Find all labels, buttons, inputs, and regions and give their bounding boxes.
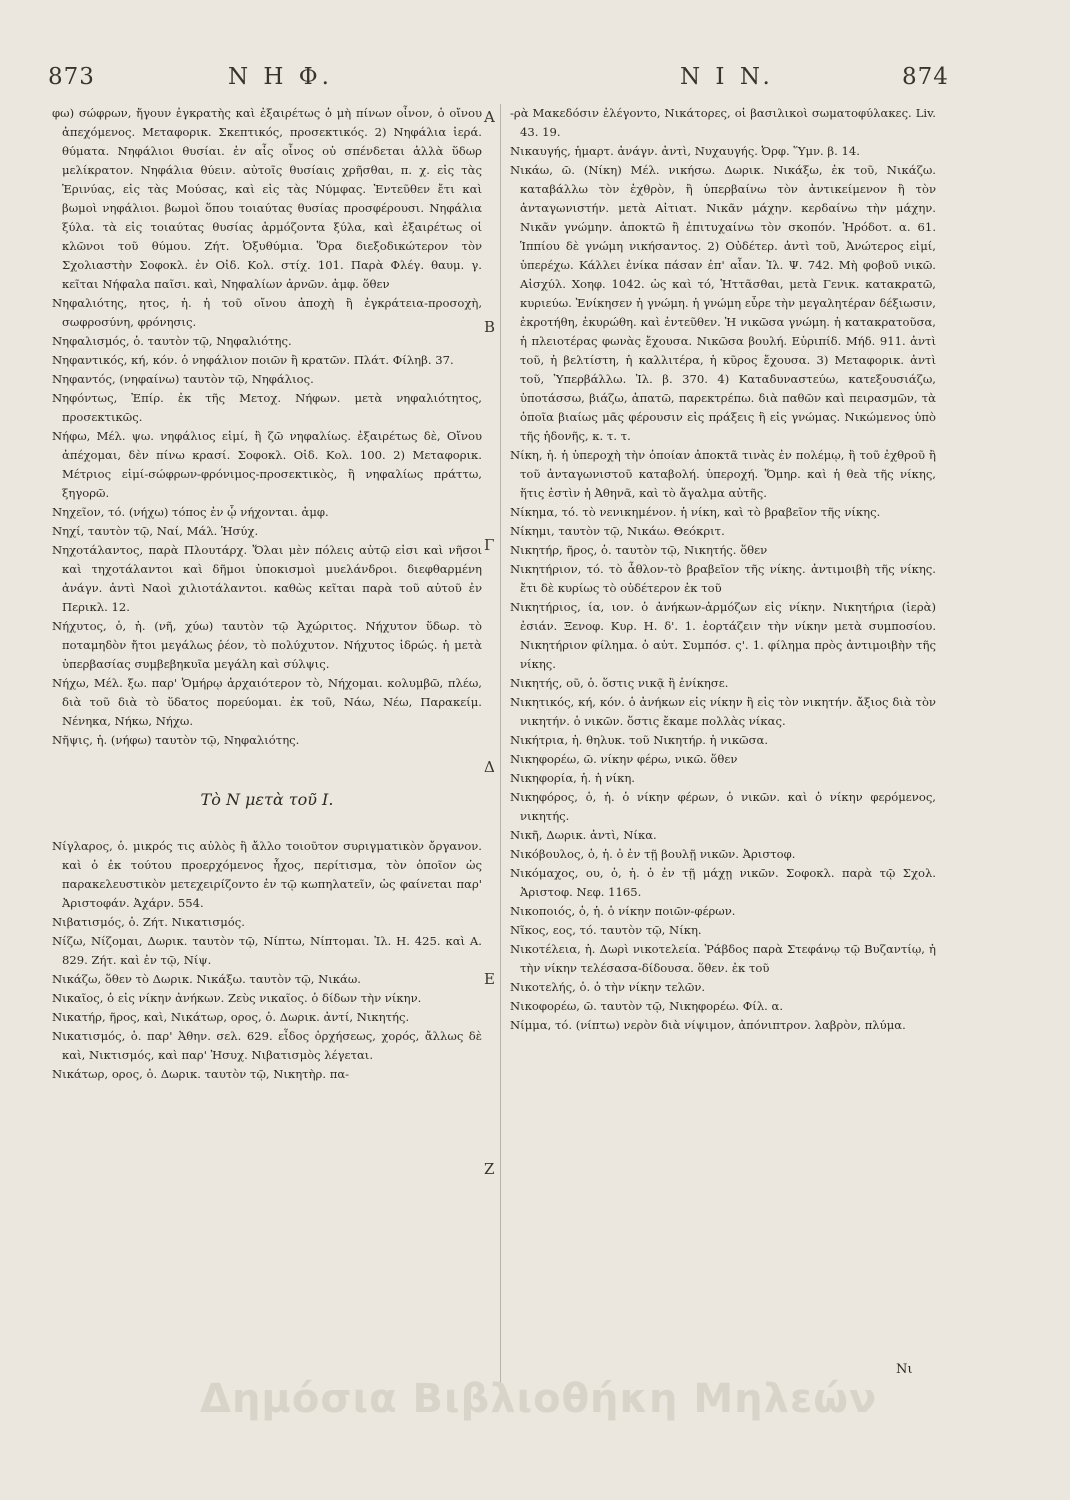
dictionary-entry: Νικατισμός, ὁ. παρ' Ἀθην. σελ. 629. εἶδος ὀρχήσεως, χορός, ἄλλως δὲ καὶ, Νικτισμός, καὶ παρ' Ἡσυχ. Νιβατισμὸς λέγεται. <box>52 1029 482 1062</box>
dictionary-entry: Νίκημι, ταυτὸν τῷ, Νικάω. Θεόκριτ. <box>510 524 725 538</box>
dictionary-entry: Νηχοτάλαντος, παρὰ Πλουτάρχ. Ὅλαι μὲν πόλεις αὐτῷ εἰσι καὶ νῆσοι καὶ τηχοτάλαντοι καὶ δῆμοι ὑποκισμοὶ μυελάνδροι. διεφθαρμένη ἀνάγν. ἀντὶ Ναοὶ χιλιοτάλαντοι. καθὼς κεῖται παρὰ τοῦ αὐτοῦ ἐν Περικλ. 12. <box>52 543 482 614</box>
dictionary-entry: Νίμμα, τό. (νίπτω) νερὸν διὰ νίψιμον, ἀπόνιπτρον. λαβρὸν, πλύμα. <box>510 1018 906 1032</box>
dictionary-entry: Νηφαντός, (νηφαίνω) ταυτὸν τῷ, Νηφάλιος. <box>52 372 314 386</box>
dictionary-entry: Νικατήρ, ῆρος, καὶ, Νικάτωρ, ορος, ὁ. Δωρικ. ἀντί, Νικητής. <box>52 1010 410 1024</box>
dictionary-entry: Νήφω, Μέλ. ψω. νηφάλιος εἰμί, ἢ ζῶ νηφαλίως. ἐξαιρέτως δὲ, Οἴνου ἀπέχομαι, δὲν πίνω κρασί. Σοφοκλ. Οἰδ. Κολ. 100. 2) Μεταφορικ. Μέτριος εἰμί-σώφρων-φρόνιμος-προσεκτικὸς, ἢ νηφαλίως πράττω, ξηγορῶ. <box>52 429 482 500</box>
signature-mark: B <box>484 318 496 336</box>
dictionary-entry: Νικαυγής, ἡμαρτ. ἀνάγν. ἀντὶ, Νυχαυγής. Ὀρφ. Ὕμν. β. 14. <box>510 144 860 158</box>
dictionary-entry: Νικητήριον, τό. τὸ ἆθλον-τὸ βραβεῖον τῆς νίκης. ἀντιμοιβὴ τῆς νίκης. ἔτι δὲ κυρίως τὸ οὐδέτερον ἐκ τοῦ <box>510 562 936 595</box>
dictionary-entry: Νικόμαχος, ου, ὁ, ἡ. ὁ ἐν τῇ μάχῃ νικῶν. Σοφοκλ. παρὰ τῷ Σχολ. Ἀριστοφ. Νεφ. 1165. <box>510 866 936 899</box>
signature-mark: A <box>484 108 495 126</box>
dictionary-entry: Νηφαντικός, κή, κόν. ὁ νηφάλιον ποιῶν ἢ κρατῶν. Πλάτ. Φίληβ. 37. <box>52 353 454 367</box>
library-watermark: Δημόσια Βιβλιοθήκη Μηλεών <box>200 1376 878 1422</box>
dictionary-entry: Νικηφόρος, ὁ, ἡ. ὁ νίκην φέρων, ὁ νικῶν. καὶ ὁ νίκην φερόμενος, νικητής. <box>510 790 936 823</box>
dictionary-entry: Νίγλαρος, ὁ. μικρός τις αὐλὸς ἢ ἄλλο τοιοῦτον συριγματικὸν ὄργανον. καὶ ὁ ἐκ τούτου προερχόμενος ἦχος, περίτισμα, τὸν ὁποῖον ὡς παρακελευστικὸν μετεχειρίζοντο ἐν τῷ κωπηλατεῖν, ὡς φαίνεται παρ' Ἀριστοφάν. Ἀχάρν. 554. <box>52 839 482 910</box>
dictionary-entry: Νικηφορία, ἡ. ἡ νίκη. <box>510 771 635 785</box>
column-divider <box>500 104 501 1394</box>
right-column <box>510 104 936 1035</box>
section-heading: Τὸ N μετὰ τοῦ I. <box>200 790 334 809</box>
dictionary-entry: Νικητής, οῦ, ὁ. ὅστις νικᾷ ἢ ἐνίκησε. <box>510 676 729 690</box>
dictionary-entry: Νῖκος, εος, τό. ταυτὸν τῷ, Νίκη. <box>510 923 702 937</box>
dictionary-entry: Νίζω, Νίζομαι, Δωρικ. ταυτὸν τῷ, Νίπτω, Νίπτομαι. Ἰλ. Η. 425. καὶ Α. 829. Ζήτ. καὶ ἐν τῷ, Νίψ. <box>52 934 482 967</box>
dictionary-entry: Νήχω, Μέλ. ξω. παρ' Ὁμήρῳ ἀρχαιότερον τὸ, Νήχομαι. κολυμβῶ, πλέω, διὰ τοῦ διὰ τὸ ὕδατος πορεύομαι. ἐκ τοῦ, Νάω, Νέω, Παρακείμ. Νένηκα, Νήκω, Νήχω. <box>52 676 482 728</box>
dictionary-entry: Νικοφορέω, ῶ. ταυτὸν τῷ, Νικηφορέω. Φίλ. α. <box>510 999 784 1013</box>
page-number-left: 873 <box>48 64 95 90</box>
dictionary-entry: Νικητήριος, ία, ιον. ὁ ἀνήκων-ἁρμόζων εἰς νίκην. Νικητήρια (ἱερὰ) ἐσιάν. Ξενοφ. Κυρ. Η. δ'. 1. ἑορτάζειν τὴν νίκην μετὰ συμποσίου. Νικητήριον φίλημα. ὁ αὐτ. Συμπόσ. ς'. 1. φίλημα πρὸς ἀντιμοιβὴν τῆς νίκης. <box>510 600 936 671</box>
dictionary-entry: Νικητικός, κή, κόν. ὁ ἀνήκων εἰς νίκην ἢ εἰς τὸν νικητήν. ἄξιος διὰ τὸν νικητήν. ὁ νικῶν. ὅστις ἔκαμε πολλὰς νίκας. <box>510 695 936 728</box>
signature-mark: Z <box>484 1160 495 1178</box>
dictionary-entry: Νῆψις, ἡ. (νήφω) ταυτὸν τῷ, Νηφαλιότης. <box>52 733 300 747</box>
dictionary-entry: Νηφαλισμός, ὁ. ταυτὸν τῷ, Νηφαλιότης. <box>52 334 292 348</box>
dictionary-entry: Νικαῖος, ὁ εἰς νίκην ἀνήκων. Ζεὺς νικαῖος. ὁ δίδων τὴν νίκην. <box>52 991 422 1005</box>
page-number-right: 874 <box>902 64 949 90</box>
dictionary-entry: Νήχυτος, ὁ, ἡ. (νῆ, χύω) ταυτὸν τῷ Ἀχώριτος. Νήχυτον ὕδωρ. τὸ ποταμηδὸν ἤτοι μεγάλως ῥέον, τὸ πολύχυτον. Νήχυτος ἱδρώς. ἡ μετὰ ὑπερβασίας συμβεβηκυῖα μεγάλη καὶ σύλψις. <box>52 619 482 671</box>
dictionary-entry: Νηχεῖον, τό. (νήχω) τόπος ἐν ᾧ νήχονται. ἀμφ. <box>52 505 329 519</box>
dictionary-entry: Νικοτέλεια, ἡ. Δωρὶ νικοτελεία. Ῥάβδος παρὰ Στεφάνῳ τῷ Βυζαντίῳ, ἡ τὴν νίκην τελέσασα-δίδουσα. ὅθεν. ἐκ τοῦ <box>510 942 936 975</box>
dictionary-entry: Νικητήρ, ῆρος, ὁ. ταυτὸν τῷ, Νικητής. ὅθεν <box>510 543 768 557</box>
dictionary-entry: Νικάζω, ὅθεν τὸ Δωρικ. Νικάξω. ταυτὸν τῷ, Νικάω. <box>52 972 361 986</box>
dictionary-entry: -ρὰ Μακεδόσιν ἐλέγοντο, Νικάτορες, οἱ βασιλικοὶ σωματοφύλακες. Liv. 43. 19. <box>510 106 936 139</box>
signature-mark: Δ <box>484 758 495 776</box>
dictionary-entry: Νικάω, ῶ. (Νίκη) Μέλ. νικήσω. Δωρικ. Νικάξω, ἐκ τοῦ, Νικάζω. καταβάλλω τὸν ἐχθρὸν, ἢ ὑπερβαίνω τὸν ἀντικείμενον ἢ τὸν ἀνταγωνιστήν. μετὰ Αἰτιατ. Νικᾶν μάχην. κερδαίνω τὴν μάχην. Νικᾶν γνώμην. ἀποκτῶ ἢ ἐπιτυχαίνω τὸν σκοπόν. Ἡρόδοτ. α. 61. Ἱππίου δὲ γνώμη νικήσαντος. 2) Οὐδέτερ. ἀντὶ τοῦ, Ἀνώτερος εἰμί, ὑπερέχω. Κάλλει ἐνίκα πάσαν ἐπ' αἶαν. Ἰλ. Ψ. 742. Μὴ φοβοῦ νικῶ. Αἰσχύλ. Χοηφ. 1042. ὡς καὶ τό, Ἡττᾶσθαι, μετὰ Γενικ. κατακρατῶ, κυριεύω. Ἐνίκησεν ἡ γνώμη. ἡ γνώμη εὗρε τὴν μεγαλητέραν δέξιωσιν, ἐκροτήθη, ἐκυρώθη. καὶ ἐντεῦθεν. Ἡ νικῶσα γνώμη. ἡ κατακρατοῦσα, ἡ πλειοτέρας φωνὰς ἔχουσα. Νικῶσα βουλή. Εὐριπίδ. Μήδ. 911. ἀντὶ τοῦ, ἡ βελτίστη, ἡ καλλιτέρα, ἡ κῦρος ἔχουσα. 3) Μεταφορικ. ἀντὶ τοῦ, Ὑπερβάλλω. Ἰλ. β. 370. 4) Καταδυναστεύω, κατεξουσιάζω, ὑποτάσσω, βιάζω, ἀπατῶ, παρεκτρέπω. διὰ παθῶν καὶ πειρασμῶν, τὰ ὁποῖα βιαίως μᾶς φέρουσιν εἰς πράξεις ἢ εἰς γνώμας. Νικώμενος ὑπὸ τῆς ἡδονῆς, κ. τ. τ. <box>510 163 936 443</box>
dictionary-entry: φω) σώφρων, ἤγουν ἐγκρατὴς καὶ ἐξαιρέτως ὁ μὴ πίνων οἶνον, ὁ οἴνου ἀπεχόμενος. Μεταφορικ. Σκεπτικός, προσεκτικός. 2) Νηφάλια ἱερά. θύματα. Νηφάλιοι θυσίαι. ἐν αἷς οἶνος οὐ σπένδεται ἀλλὰ ὕδωρ μελίκρατον. Νηφάλια θύειν. αὐτοῖς θυσίαις χρῆσθαι, π. χ. εἰς τὰς Ἐρινύας, εἰς τὰς Μούσας, καὶ εἰς τὰς Νύμφας. Ἐντεῦθεν ἔτι καὶ βωμοὶ νηφάλιοι. βωμοὶ ὅπου τοιαύτας θυσίας προσφέρουσι. Νηφάλια ξύλα. τὰ εἰς τοιαύτας θυσίας ἁρμόζοντα ξύλα, καὶ ἐξαιρέτως οἱ κλῶνοι τοῦ θύμου. Ζήτ. Ὀξυθύμια. Ὅρα διεξοδικώτερον τὸν Σχολιαστὴν Σοφοκλ. ἐν Οἰδ. Κολ. στίχ. 101. Παρὰ Φλέγ. θαυμ. γ. κεῖται Νήφαλα παῖσι. καὶ, Νηφαλίων ἀρνῶν. ἀμφ. ὅθεν <box>52 106 482 291</box>
dictionary-entry: Νηχί, ταυτὸν τῷ, Ναί, Μάλ. Ἡσύχ. <box>52 524 259 538</box>
dictionary-entry: Νικάτωρ, ορος, ὁ. Δωρικ. ταυτὸν τῷ, Νικητὴρ. πα- <box>52 1067 350 1081</box>
dictionary-entry: Νικηφορέω, ῶ. νίκην φέρω, νικῶ. ὅθεν <box>510 752 738 766</box>
running-headword-left: N H Φ. <box>228 64 333 90</box>
dictionary-entry: Νικήτρια, ἡ. θηλυκ. τοῦ Νικητήρ. ἡ νικῶσα. <box>510 733 769 747</box>
dictionary-entry: Νιβατισμός, ὁ. Ζήτ. Νικατισμός. <box>52 915 245 929</box>
dictionary-entry: Νηφαλιότης, ητος, ἡ. ἡ τοῦ οἴνου ἀποχὴ ἢ ἐγκράτεια-προσοχὴ, σωφροσύνη, φρόνησις. <box>52 296 482 329</box>
dictionary-entry: Νικοποιός, ὁ, ἡ. ὁ νίκην ποιῶν-φέρων. <box>510 904 736 918</box>
catchword: Nι <box>896 1362 913 1377</box>
dictionary-entry: Νικόβουλος, ὁ, ἡ. ὁ ἐν τῇ βουλῇ νικῶν. Ἀριστοφ. <box>510 847 796 861</box>
signature-mark: E <box>484 970 495 988</box>
dictionary-entry: Νίκημα, τό. τὸ νενικημένον. ἡ νίκη, καὶ τὸ βραβεῖον τῆς νίκης. <box>510 505 881 519</box>
dictionary-entry: Νικῆ, Δωρικ. ἀντὶ, Νίκα. <box>510 828 657 842</box>
left-column <box>52 104 482 1084</box>
dictionary-entry: Νίκη, ἡ. ἡ ὑπεροχὴ τὴν ὁποίαν ἀποκτᾶ τινὰς ἐν πολέμῳ, ἢ τοῦ ἐχθροῦ ἢ τοῦ ἀνταγωνιστοῦ καταβολή. ὑπεροχή. Ὅμηρ. καὶ ἡ θεὰ τῆς νίκης, ἥτις ἐστὶν ἡ Ἀθηνᾶ, καὶ τὸ ἄγαλμα αὐτῆς. <box>510 448 936 500</box>
dictionary-entry: Νικοτελής, ὁ. ὁ τὴν νίκην τελῶν. <box>510 980 706 994</box>
signature-mark: Γ <box>484 536 495 554</box>
running-headword-right: N I N. <box>680 64 774 90</box>
dictionary-entry: Νηφόντως, Ἐπίρ. ἐκ τῆς Μετοχ. Νήφων. μετὰ νηφαλιότητος, προσεκτικῶς. <box>52 391 482 424</box>
